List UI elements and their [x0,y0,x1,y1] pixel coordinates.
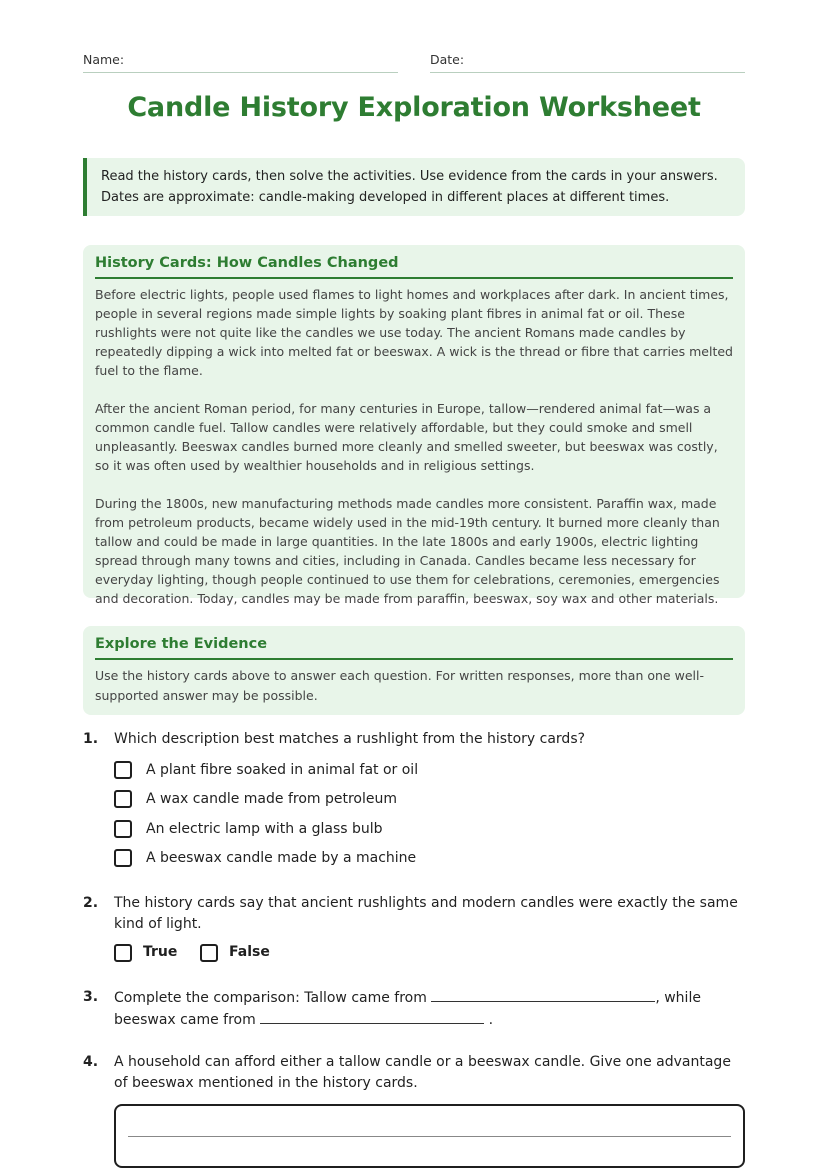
name-date-row [83,52,745,74]
q1-option-c[interactable] [114,820,383,842]
question-number: 4. [83,1054,99,1070]
history-paragraph: After the ancient Roman period, for many centuries in Europe, tallow—rendered animal fat—was a common candle fuel. Tallow candles were relatively affordable, but they could smoke and smell unpleasantly. Beeswax candles burned more cleanly and smelled sweeter, but beeswax was costly, so it was often used by wealthier households and in religious settings. [95,401,718,473]
question-text: A household can afford either a tallow candle or a beeswax candle. Give one advantage of beeswax mentioned in the history cards. [114,1054,731,1091]
fill-in-blank-tallow[interactable] [431,987,655,1002]
question-text-part: Complete the comparison: Tallow came from [114,990,427,1006]
explore-instructions: Use the history cards above to answer each question. For written responses, more than one well-supported answer may be possible. [95,668,704,703]
question-2 [83,893,745,935]
question-text-part: , while beeswax came from [114,990,701,1028]
intro-callout: Read the history cards, then solve the activities. Use evidence from the cards in your answers. Dates are approximate: candle-making developed in different places at different times. [83,158,745,216]
name-field[interactable] [83,52,398,73]
name-label: Name: [83,52,125,67]
history-heading: History Cards: How Candles Changed [95,255,733,279]
question-3 [83,987,745,1031]
q4-answer-box[interactable] [114,1104,745,1168]
option-label: A beeswax candle made by a machine [146,850,417,866]
q1-option-d[interactable] [114,849,417,871]
question-text-part: . [488,1012,494,1028]
date-label: Date: [430,52,465,67]
q1-option-b[interactable] [114,790,397,812]
checkbox[interactable] [114,790,132,808]
question-4 [83,1052,745,1094]
question-text: The history cards say that ancient rushlights and modern candles were exactly the same kind of light. [114,895,738,932]
question-text [114,987,745,1031]
question-number: 3. [83,989,99,1005]
checkbox[interactable] [114,849,132,867]
answer-line [128,1136,731,1137]
question-1 [83,729,745,750]
question-number: 2. [83,895,99,911]
question-text: Which description best matches a rushlight from the history cards? [114,731,586,747]
explore-evidence-section [83,626,745,715]
history-paragraph: Before electric lights, people used flames to light homes and workplaces after dark. In ancient times, people in several regions made simple lights by soaking plant fibres in animal fat or oil. These rushlights were not quite like the candles we use today. The ancient Romans made candles by repeatedly dipping a wick into melted fat or beeswax. A wick is the thread or fibre that carries melted fuel to the flame. [95,287,733,378]
checkbox[interactable] [114,944,132,962]
checkbox[interactable] [114,761,132,779]
checkbox[interactable] [114,820,132,838]
checkbox[interactable] [200,944,218,962]
history-paragraph: During the 1800s, new manufacturing methods made candles more consistent. Paraffin wax, made from petroleum products, became widely used in the mid-19th century. It burned more cleanly than tallow and could be made in large quantities. In the late 1800s and early 1900s, electric lighting spread through many towns and cities, including in Canada. Candles became less necessary for everyday lighting, though people continued to use them for celebrations, ceremonies, emergencies and decoration. Today, candles may be made from paraffin, beeswax, soy wax and other materials. [95,496,720,606]
page-title: Candle History Exploration Worksheet [127,92,701,123]
fill-in-blank-beeswax[interactable] [260,1009,484,1024]
q1-option-a[interactable] [114,761,419,783]
explore-heading: Explore the Evidence [95,636,733,660]
option-label: False [229,944,270,960]
option-label: An electric lamp with a glass bulb [146,821,383,837]
option-label: A wax candle made from petroleum [146,791,397,807]
option-label: A plant fibre soaked in animal fat or oil [146,762,419,778]
history-cards-section [83,245,745,606]
date-field[interactable] [430,52,745,73]
option-label: True [143,944,178,960]
question-number: 1. [83,731,99,747]
